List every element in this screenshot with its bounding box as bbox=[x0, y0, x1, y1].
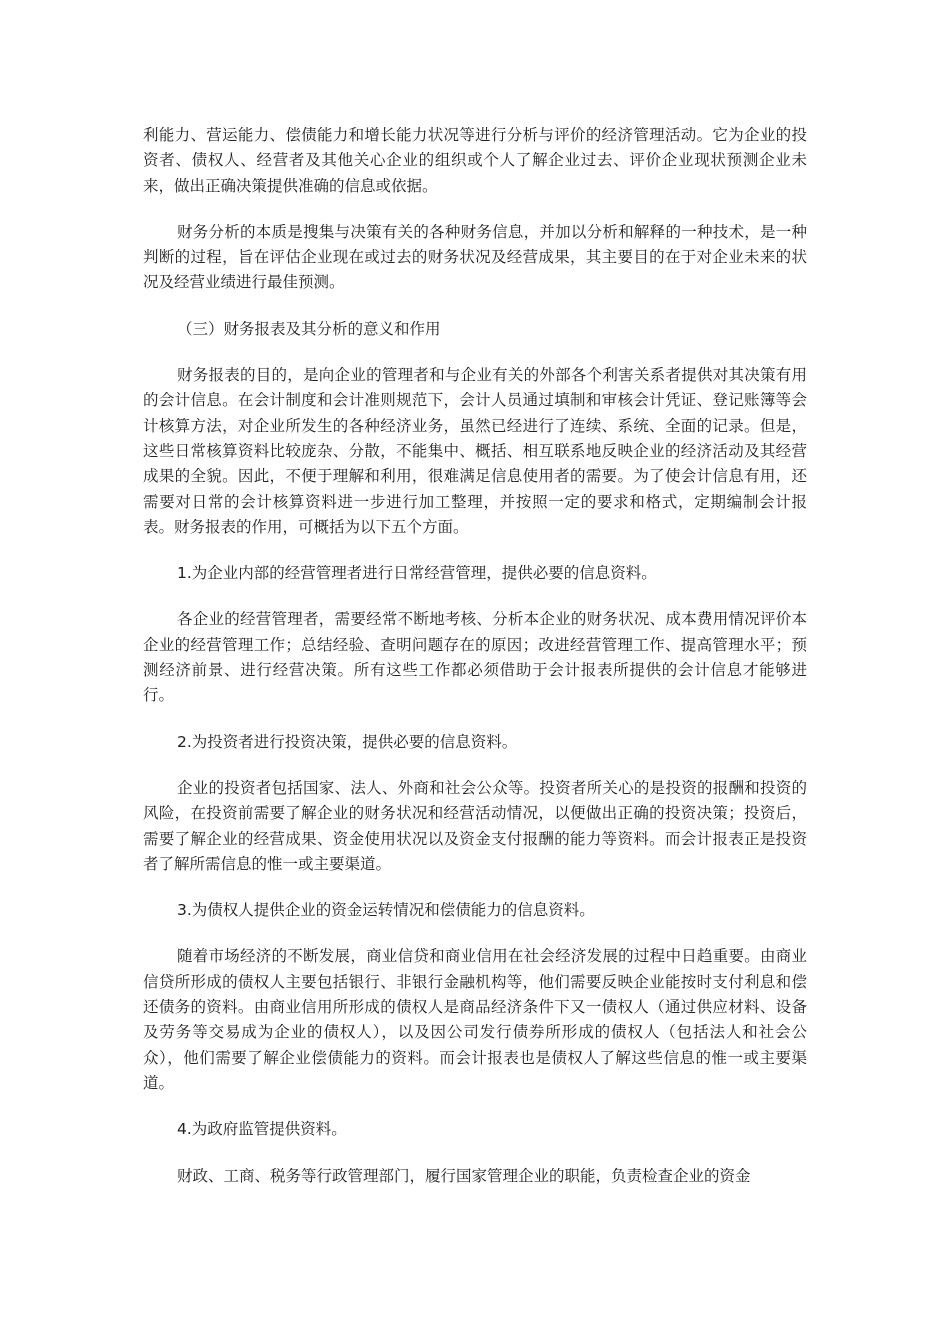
paragraph: 各企业的经营管理者，需要经常不断地考核、分析本企业的财务状况、成本费用情况评价本企业的经营管理工作；总结经验、查明问题存在的原因；改进经营管理工作、提高管理水平；预测经济前景、进行经营决策。所有这些工作都必须借助于会计报表所提供的会计信息才能够进行。 bbox=[143, 610, 807, 705]
paragraph: 财务分析的本质是搜集与决策有关的各种财务信息，并加以分析和解释的一种技术，是一种判断的过程，旨在评估企业现在或过去的财务状况及经营成果，其主要目的在于对企业未来的状况及经营业绩进行最佳预测。 bbox=[143, 222, 807, 292]
list-heading-3: 3.为债权人提供企业的资金运转情况和偿债能力的信息资料。 bbox=[177, 901, 595, 920]
list-heading-4: 4.为政府监管提供资料。 bbox=[177, 1120, 347, 1139]
paragraph: 利能力、营运能力、偿债能力和增长能力状况等进行分析与评价的经济管理活动。它为企业的投资者、债权人、经营者及其他关心企业的组织或个人了解企业过去、评价企业现状预测企业未来，做出正确决策提供准确的信息或依据。 bbox=[143, 126, 807, 195]
paragraph: 财务报表的目的，是向企业的管理者和与企业有关的外部各个利害关系者提供对其决策有用的会计信息。在会计制度和会计准则规范下，会计人员通过填制和审核会计凭证、登记账簿等会计核算方法，对企业所发生的各种经济业务，虽然已经进行了连续、系统、全面的记录。但是，这些日常核算资料比较庞杂、分散，不能集中、概括、相互联系地反映企业的经济活动及其经营成果的全貌。因此，不便于理解和利用，很难满足信息使用者的需要。为了使会计信息有用，还需要对日常的会计核算资料进一步进行加工整理，并按照一定的要求和格式，定期编制会计报表。财务报表的作用，可概括为以下五个方面。 bbox=[143, 366, 807, 536]
list-heading-2: 2.为投资者进行投资决策，提供必要的信息资料。 bbox=[177, 732, 518, 751]
list-heading-1: 1.为企业内部的经营管理者进行日常经营管理，提供必要的信息资料。 bbox=[177, 564, 657, 583]
document-body bbox=[143, 123, 807, 1210]
paragraph: 企业的投资者包括国家、法人、外商和社会公众等。投资者所关心的是投资的报酬和投资的风险，在投资前需要了解企业的财务状况和经营活动情况，以便做出正确的投资决策；投资后，需要了解企业的经营成果、资金使用状况以及资金支付报酬的能力等资料。而会计报表正是投资者了解所需信息的惟一或主要渠道。 bbox=[143, 778, 807, 873]
section-heading: （三）财务报表及其分析的意义和作用 bbox=[177, 319, 441, 338]
paragraph: 随着市场经济的不断发展，商业信贷和商业信用在社会经济发展的过程中日趋重要。由商业信贷所形成的债权人主要包括银行、非银行金融机构等，他们需要反映企业能按时支付利息和偿还债务的资料。由商业信用所形成的债权人是商品经济条件下又一债权人（通过供应材料、设备及劳务等交易成为企业的债权人），以及因公司发行债券所形成的债权人（包括法人和社会公众），他们需要了解企业偿债能力的资料。而会计报表也是债权人了解这些信息的惟一或主要渠道。 bbox=[143, 947, 807, 1092]
paragraph: 财政、工商、税务等行政管理部门，履行国家管理企业的职能，负责检查企业的资金 bbox=[177, 1166, 751, 1185]
